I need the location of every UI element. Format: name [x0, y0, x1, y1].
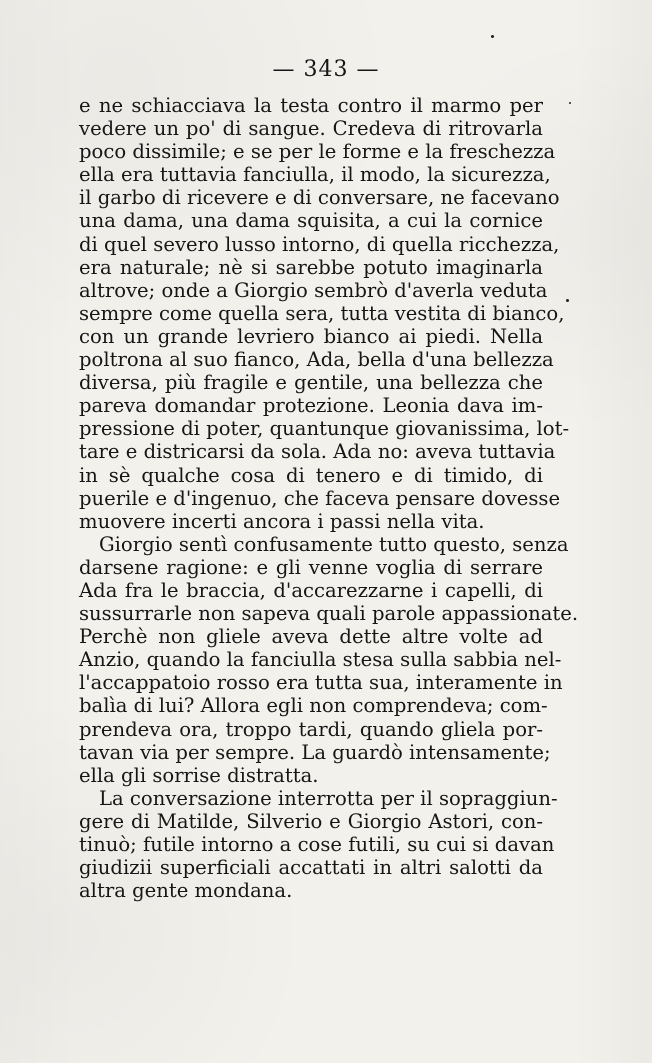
- text-line: altrove; onde a Giorgio sembrò d'averla veduta: [79, 278, 548, 302]
- text-line: con un grande levriero bianco ai piedi. Nella: [79, 324, 543, 348]
- print-speck: [566, 299, 569, 302]
- text-line: prendeva ora, troppo tardi, quando gliela por-: [79, 717, 543, 741]
- text-line: Ada fra le braccia, d'accarezzarne i capelli, di: [79, 578, 543, 602]
- text-line: poltrona al suo fianco, Ada, bella d'una bellezza: [79, 348, 554, 372]
- text-line: Giorgio sentì confusamente tutto questo, senza: [99, 532, 569, 556]
- text-line: e ne schiacciava la testa contro il marmo per: [79, 94, 543, 117]
- text-line: sempre come quella sera, tutta vestita di bianco,: [79, 301, 565, 325]
- print-speck: [569, 102, 571, 104]
- text-line: l'accappatoio rosso era tutta sua, interamente in: [79, 671, 563, 695]
- text-line: tavan via per sempre. La guardò intensamente;: [79, 740, 551, 764]
- text-line: vedere un po' di sangue. Credeva di ritrovarla: [79, 117, 543, 141]
- text-line: Perchè non gliele aveva dette altre volte ad: [79, 625, 543, 649]
- text-line: in sè qualche cosa di tenero e di timido, di: [79, 463, 543, 487]
- text-line: ella gli sorrise distratta.: [79, 763, 319, 787]
- text-line: di quel severo lusso intorno, di quella ricchezza,: [79, 232, 560, 256]
- text-line: giudizii superficiali accattati in altri salotti da: [79, 856, 543, 880]
- text-line: tinuò; futile intorno a cose futili, su cui si davan: [79, 833, 555, 856]
- text-line: gere di Matilde, Silverio e Giorgio Astori, con-: [79, 809, 543, 833]
- text-line: pressione di poter, quantunque giovanissima, lot-: [79, 417, 570, 441]
- text-line: La conversazione interrotta per il sopraggiun-: [99, 786, 558, 810]
- text-line: poco dissimile; e se per le forme e la freschezza: [79, 140, 556, 164]
- text-line: era naturale; nè si sarebbe potuto imaginarla: [79, 255, 543, 279]
- text-line: diversa, più fragile e gentile, una bellezza che: [79, 371, 543, 395]
- text-line: Anzio, quando la fanciulla stesa sulla sabbia nel-: [79, 648, 562, 672]
- text-line: puerile e d'ingenuo, che faceva pensare dovesse: [79, 486, 561, 510]
- text-line: il garbo di ricevere e di conversare, ne facevano: [79, 186, 560, 210]
- text-line: balìa di lui? Allora egli non comprendeva; com-: [79, 694, 548, 718]
- text-line: darsene ragione: e gli venne voglia di serrare: [79, 555, 543, 579]
- text-line: tare e districarsi da sola. Ada no: aveva tuttavia: [79, 440, 556, 464]
- text-line: pareva domandar protezione. Leonia dava im-: [79, 394, 543, 418]
- text-line: sussurrarle non sapeva quali parole appassionate.: [79, 602, 579, 626]
- body-text: [79, 94, 579, 903]
- print-speck: [491, 35, 494, 38]
- text-line: ella era tuttavia fanciulla, il modo, la sicurezza,: [79, 163, 551, 187]
- text-line: altra gente mondana.: [79, 879, 293, 903]
- text-line: una dama, una dama squisita, a cui la cornice: [79, 209, 543, 233]
- text-line: muovere incerti ancora i passi nella vita.: [79, 509, 485, 533]
- page-number: — 343 —: [272, 57, 380, 82]
